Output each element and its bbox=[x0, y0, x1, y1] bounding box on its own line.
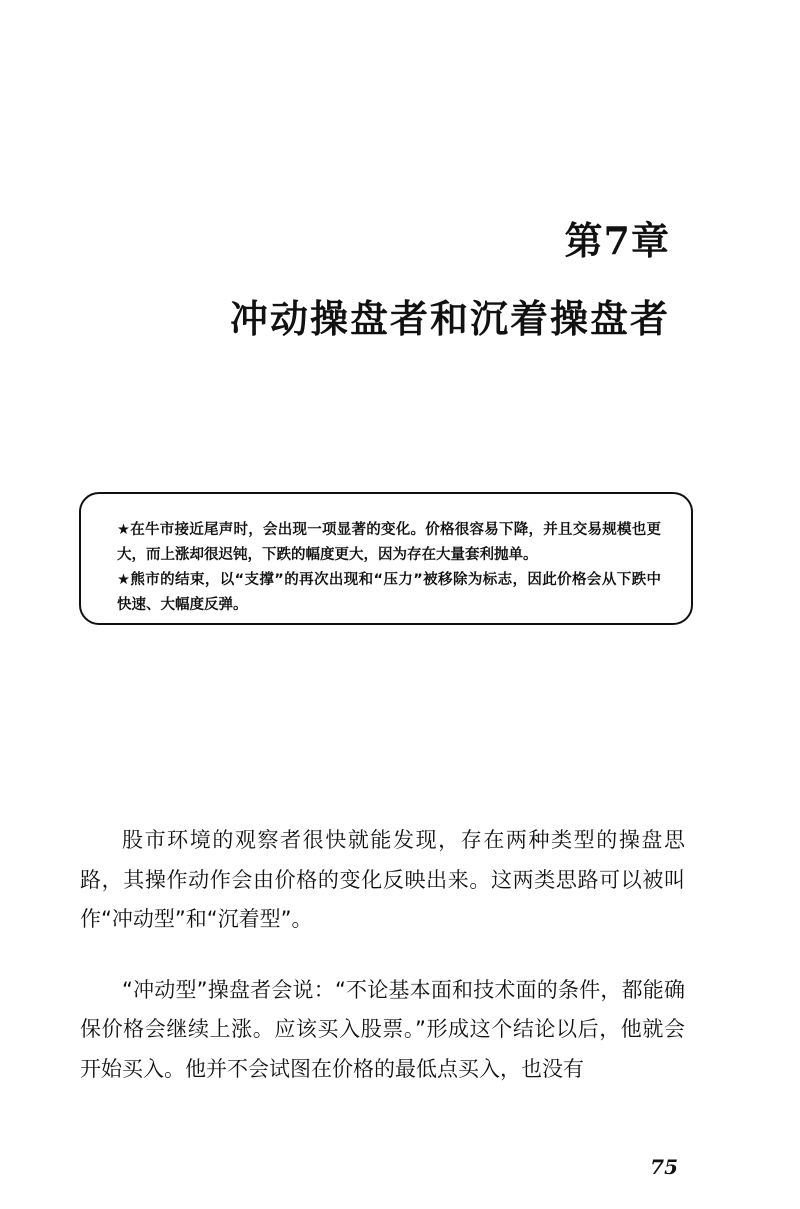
body-text bbox=[80, 821, 685, 1120]
paragraph: 股市环境的观察者很快就能发现，存在两种类型的操盘思路，其操作动作会由价格的变化反映出来。这两类思路可以被叫作“冲动型”和“沉着型”。 bbox=[80, 828, 685, 931]
chapter-summary-box bbox=[79, 492, 693, 625]
page-number: 75 bbox=[650, 1155, 678, 1179]
summary-item: ★熊市的结束，以“支撑”的再次出现和“压力”被移除为标志，因此价格会从下跌中快速、大幅度反弹。 bbox=[117, 572, 661, 613]
summary-item: ★在牛市接近尾声时，会出现一项显著的变化。价格很容易下降，并且交易规模也更大，而上涨却很迟钝，下跌的幅度更大，因为存在大量套利抛单。 bbox=[117, 522, 661, 563]
chapter-number: 第7章 bbox=[564, 218, 670, 263]
chapter-title: 冲动操盘者和沉着操盘者 bbox=[229, 296, 670, 341]
paragraph: “冲动型”操盘者会说：“不论基本面和技术面的条件，都能确保价格会继续上涨。应该买入股票。”形成这个结论以后，他就会开始买入。他并不会试图在价格的最低点买入，也没有 bbox=[80, 977, 685, 1081]
